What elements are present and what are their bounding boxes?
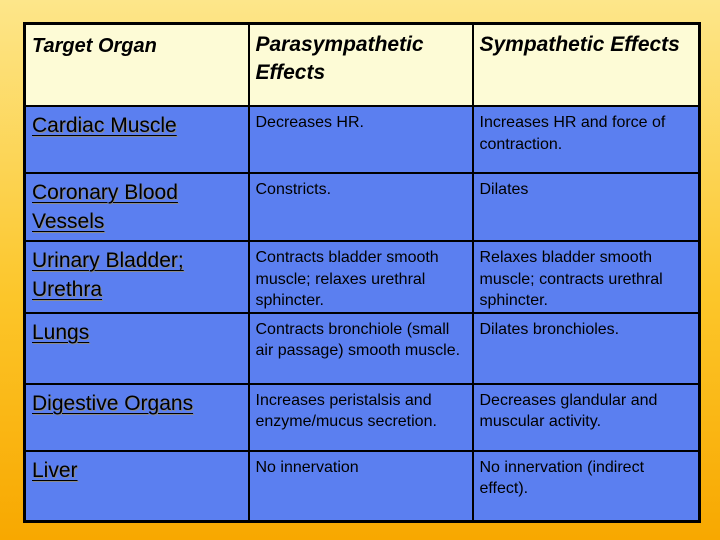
organ-name: Coronary Blood Vessels <box>32 181 178 233</box>
sympathetic-cell: Increases HR and force of contraction. <box>473 106 700 173</box>
header-target-organ: Target Organ <box>25 24 249 107</box>
sympathetic-cell: Dilates <box>473 173 700 241</box>
organ-cell <box>25 173 249 241</box>
table-row <box>25 241 700 313</box>
sympathetic-cell: Decreases glandular and muscular activity. <box>473 384 700 451</box>
organ-cell <box>25 313 249 384</box>
parasympathetic-cell: Constricts. <box>249 173 473 241</box>
sympathetic-cell: No innervation (indirect effect). <box>473 451 700 522</box>
table-header-row <box>25 24 700 107</box>
table-row <box>25 106 700 173</box>
table-row <box>25 173 700 241</box>
organ-name: Digestive Organs <box>32 391 194 415</box>
header-parasympathetic-effects: Parasympathetic Effects <box>249 24 473 107</box>
table-row <box>25 451 700 522</box>
organ-cell <box>25 384 249 451</box>
parasympathetic-cell: Decreases HR. <box>249 106 473 173</box>
organ-effects-table <box>23 22 701 523</box>
parasympathetic-cell: Increases peristalsis and enzyme/mucus secretion. <box>249 384 473 451</box>
organ-cell <box>25 241 249 313</box>
parasympathetic-cell: No innervation <box>249 451 473 522</box>
organ-name: Urinary Bladder; Urethra <box>32 249 184 301</box>
sympathetic-cell: Dilates bronchioles. <box>473 313 700 384</box>
parasympathetic-cell: Contracts bronchiole (small air passage) smooth muscle. <box>249 313 473 384</box>
table-row <box>25 384 700 451</box>
table-row <box>25 313 700 384</box>
organ-name: Liver <box>32 458 78 482</box>
sympathetic-cell: Relaxes bladder smooth muscle; contracts urethral sphincter. <box>473 241 700 313</box>
organ-name: Cardiac Muscle <box>32 114 177 137</box>
organ-cell <box>25 106 249 173</box>
parasympathetic-cell: Contracts bladder smooth muscle; relaxes urethral sphincter. <box>249 241 473 313</box>
header-sympathetic-effects: Sympathetic Effects <box>473 24 700 107</box>
organ-name: Lungs <box>32 320 90 344</box>
organ-cell <box>25 451 249 522</box>
